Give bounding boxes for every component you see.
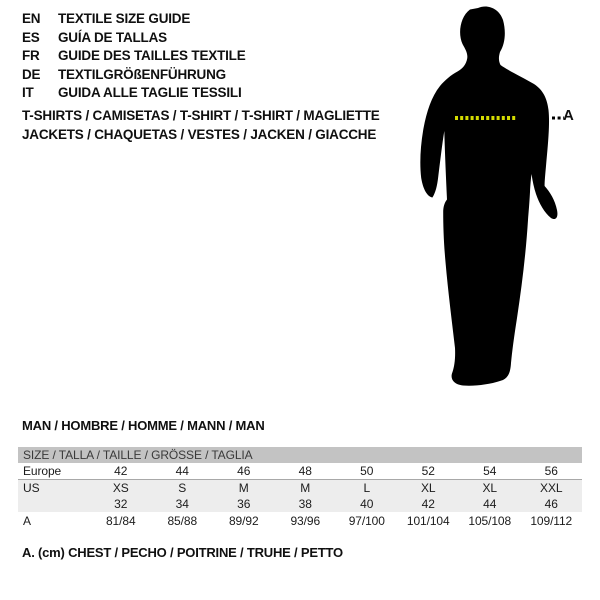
man-silhouette-svg (400, 0, 600, 400)
size-cell: 52 (421, 464, 435, 478)
size-table (18, 447, 582, 529)
size-cell: 56 (544, 464, 558, 478)
size-cell: M (238, 481, 249, 495)
size-cell: M (300, 481, 311, 495)
size-cell: 42 (421, 497, 435, 511)
size-cell: 101/104 (406, 513, 450, 528)
size-cell: 93/96 (290, 513, 321, 528)
row-label: A (23, 513, 31, 528)
size-cell: 89/92 (228, 513, 259, 528)
measure-label-a: A (563, 107, 574, 124)
language-title: GUÍA DE TALLAS (58, 29, 167, 45)
category-lines (22, 107, 380, 144)
language-row (22, 10, 246, 29)
size-cell: XL (421, 481, 436, 495)
table-row-europe (18, 463, 582, 480)
category-line-tshirts: T-SHIRTS / CAMISETAS / T-SHIRT / T-SHIRT / MAGLIETTE (22, 108, 380, 123)
language-code: ES (22, 29, 40, 45)
size-cell: 105/108 (468, 513, 512, 528)
language-code: FR (22, 48, 40, 64)
language-list (22, 10, 246, 103)
man-silhouette-shape (420, 7, 557, 386)
size-cell: S (178, 481, 187, 495)
size-cell: 44 (483, 497, 497, 511)
size-cell: 32 (114, 497, 128, 511)
man-silhouette-figure (400, 0, 600, 400)
size-cell: L (363, 481, 371, 495)
size-cell: 40 (360, 497, 374, 511)
measurement-footnote: A. (cm) CHEST / PECHO / POITRINE / TRUHE / PETTO (22, 545, 343, 560)
language-title: TEXTILGRÖßENFÜHRUNG (58, 66, 226, 82)
size-cell: 36 (237, 497, 251, 511)
row-label: Europe (23, 464, 62, 478)
table-row-us (18, 480, 582, 496)
language-code: IT (22, 85, 34, 101)
size-cell: 46 (544, 497, 558, 511)
table-row-numeric (18, 496, 582, 512)
size-cell: 54 (483, 464, 497, 478)
section-title-man: MAN / HOMBRE / HOMME / MANN / MAN (22, 418, 265, 433)
size-cell: 48 (298, 464, 312, 478)
language-title: TEXTILE SIZE GUIDE (58, 11, 191, 26)
table-row-chest-cm (18, 512, 582, 529)
size-cell: 109/112 (530, 513, 573, 528)
size-cell: 81/84 (105, 513, 136, 528)
language-title: GUIDA ALLE TAGLIE TESSILI (58, 85, 242, 101)
language-title: GUIDE DES TAILLES TEXTILE (58, 48, 246, 64)
size-cell: 85/88 (167, 513, 198, 528)
row-label: US (23, 481, 40, 495)
language-code: EN (22, 11, 41, 26)
size-cell: XL (482, 481, 497, 495)
size-cell: 38 (298, 497, 312, 511)
language-row (22, 29, 246, 48)
size-cell: 44 (175, 464, 189, 478)
size-table-header: SIZE / TALLA / TAILLE / GRÖSSE / TAGLIA (18, 447, 582, 463)
size-cell: 97/100 (348, 513, 385, 528)
size-cell: 42 (114, 464, 128, 478)
size-cell: 34 (175, 497, 189, 511)
language-row (22, 66, 246, 85)
size-cell: 46 (237, 464, 251, 478)
language-row (22, 47, 246, 66)
size-cell: XS (112, 481, 129, 495)
size-cell: 50 (360, 464, 374, 478)
language-row (22, 84, 246, 103)
language-code: DE (22, 66, 41, 82)
size-cell: XXL (540, 481, 563, 495)
category-line-jackets: JACKETS / CHAQUETAS / VESTES / JACKEN / GIACCHE (22, 126, 377, 142)
